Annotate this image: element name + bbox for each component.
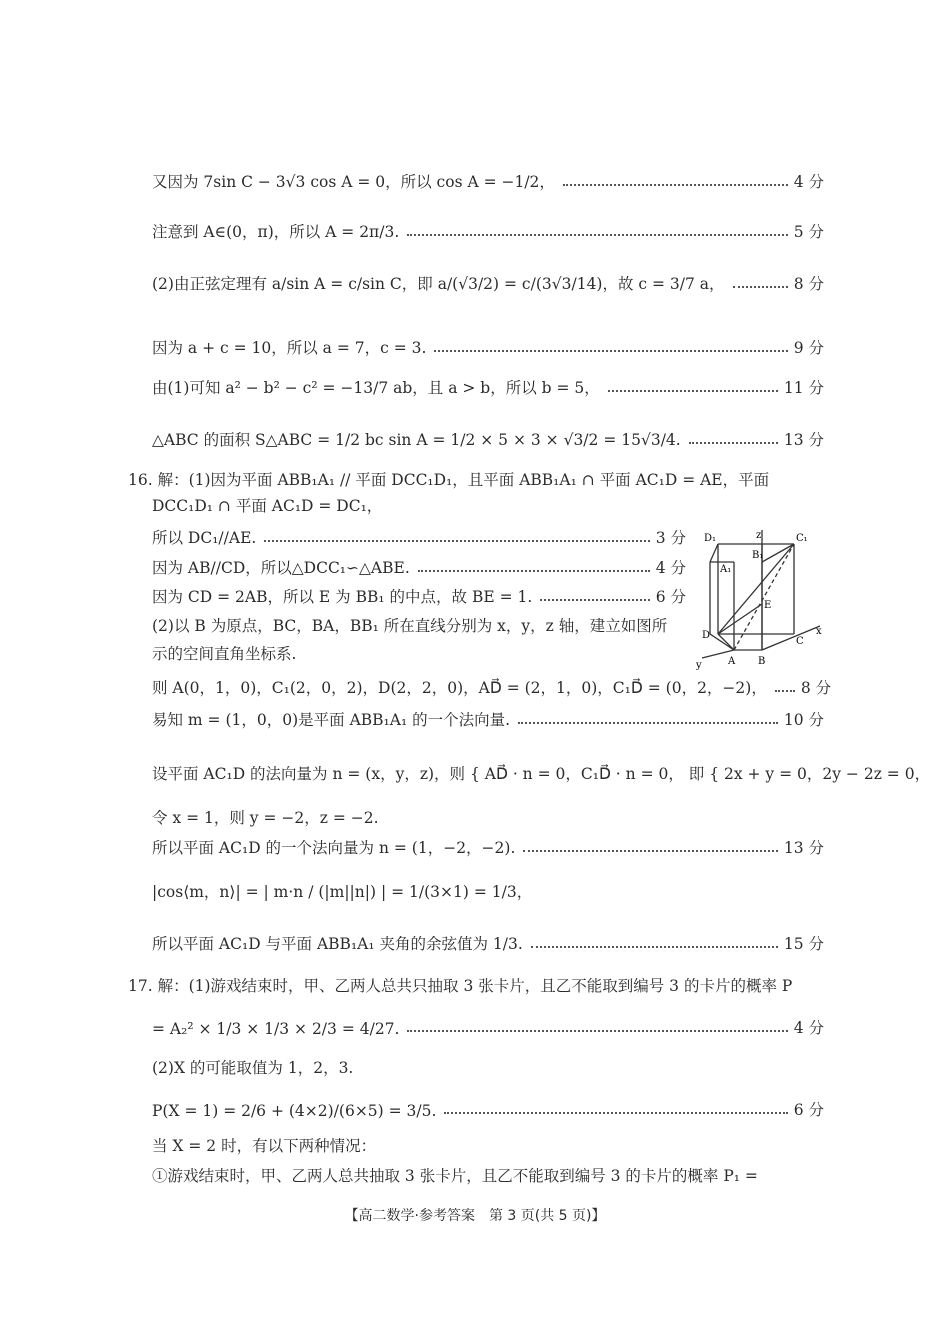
line-text: 所以平面 AC₁D 与平面 ABB₁A₁ 夹角的余弦值为 1/3. <box>152 935 523 953</box>
label-z: z <box>756 530 762 541</box>
line-text: 由(1)可知 a² − b² − c² = −13/7 ab，且 a > b，所以 b = 5， <box>152 379 600 397</box>
line-score-15 <box>152 1098 824 1120</box>
leader-dots <box>518 722 778 724</box>
problem-17-part2: (2)X 的可能取值为 1，2，3. <box>152 1059 354 1077</box>
leader-dots <box>540 599 649 601</box>
label-a: A <box>728 656 736 667</box>
label-y: y <box>696 660 702 671</box>
line-text: 易知 m = (1，0，0)是平面 ABB₁A₁ 的一个法向量. <box>152 711 511 729</box>
line-score-10 <box>152 676 832 698</box>
label-b: B <box>758 656 766 667</box>
score: 15 分 <box>783 935 824 953</box>
problem-16-line2: DCC₁D₁ ∩ 平面 AC₁D = DC₁， <box>152 497 383 515</box>
line-score-4 <box>152 336 824 358</box>
label-a1: A₁ <box>720 564 732 575</box>
case-x2-intro: 当 X = 2 时，有以下两种情况： <box>152 1137 377 1155</box>
line-score-2 <box>152 220 824 242</box>
score: 6 分 <box>655 588 686 606</box>
line-text: 因为 a + c = 10，所以 a = 7，c = 3. <box>152 339 427 357</box>
leader-dots <box>407 1030 787 1032</box>
line-score-1 <box>152 170 824 192</box>
score: 4 分 <box>655 559 686 577</box>
leader-dots <box>608 390 778 392</box>
line-score-3 <box>152 272 824 294</box>
score: 10 分 <box>783 711 824 729</box>
line-text: △ABC 的面积 S△ABC = 1/2 bc sin A = 1/2 × 5 × 3 × √3/2 = 15√3/4. <box>152 431 681 449</box>
leader-dots <box>418 570 650 572</box>
line-text: 则 A(0，1，0)，C₁(2，0，2)，D(2，2，0)，AD⃗ = (2，1，0)，C₁D⃗ = (0，2，−2)， <box>152 679 767 697</box>
leader-dots <box>523 850 777 852</box>
leader-dots <box>733 286 788 288</box>
score: 4 分 <box>793 173 824 191</box>
problem-16-part2-a: (2)以 B 为原点，BC，BA，BB₁ 所在直线分别为 x，y，z 轴，建立如图所 <box>152 617 668 635</box>
line-score-12 <box>152 836 824 858</box>
problem-16-heading: 16. 解：(1)因为平面 ABB₁A₁ // 平面 DCC₁D₁，且平面 ABB₁A₁ ∩ 平面 AC₁D = AE，平面 <box>128 471 770 489</box>
score: 6 分 <box>793 1101 824 1119</box>
line-score-8 <box>152 556 686 578</box>
line-text: 注意到 A∈(0，π)，所以 A = 2π/3. <box>152 223 400 241</box>
line-text: P(X = 1) = 2/6 + (4×2)/(6×5) = 3/5. <box>152 1102 437 1120</box>
line-text: 所以平面 AC₁D 的一个法向量为 n = (1，−2，−2). <box>152 839 516 857</box>
score: 8 分 <box>800 679 832 697</box>
leader-dots <box>563 184 788 186</box>
score: 4 分 <box>793 1019 824 1037</box>
label-x: x <box>816 626 822 637</box>
leader-dots <box>407 234 787 236</box>
line-score-6 <box>152 428 824 450</box>
leader-dots <box>264 540 649 542</box>
line-text: = A₂² × 1/3 × 1/3 × 2/3 = 4/27. <box>152 1020 400 1038</box>
score: 8 分 <box>793 275 824 293</box>
label-b1: B₁ <box>752 550 764 561</box>
line-text: (2)由正弦定理有 a/sin A = c/sin C，即 a/(√3/2) = c/(3√3/14)，故 c = 3/7 a， <box>152 275 725 293</box>
problem-16-part2-b: 示的空间直角坐标系. <box>152 645 297 663</box>
line-score-14 <box>152 1016 824 1038</box>
leader-dots <box>444 1112 787 1114</box>
score: 3 分 <box>655 529 686 547</box>
leader-dots <box>775 690 795 692</box>
line-score-11 <box>152 708 824 730</box>
label-d: D <box>702 630 711 641</box>
line-text: 因为 CD = 2AB，所以 E 为 BB₁ 的中点，故 BE = 1. <box>152 588 533 606</box>
score: 9 分 <box>793 339 824 357</box>
line-text: 又因为 7sin C − 3√3 cos A = 0，所以 cos A = −1/2， <box>152 173 555 191</box>
line-score-7 <box>152 526 686 548</box>
line-score-13 <box>152 932 824 954</box>
score: 5 分 <box>793 223 824 241</box>
leader-dots <box>531 946 778 948</box>
case-x2-item1: ①游戏结束时，甲、乙两人总共抽取 3 张卡片，且乙不能取到编号 3 的卡片的概率 P₁ = <box>152 1167 758 1185</box>
page-footer: 【高二数学·参考答案 第 3 页(共 5 页)】 <box>344 1208 606 1224</box>
score: 13 分 <box>783 839 824 857</box>
leader-dots <box>689 442 778 444</box>
line-score-5 <box>152 376 824 398</box>
label-c1: C₁ <box>796 533 808 544</box>
prism-figure <box>696 528 826 673</box>
score: 11 分 <box>783 379 824 397</box>
problem-17-heading: 17. 解：(1)游戏结束时，甲、乙两人总共只抽取 3 张卡片，且乙不能取到编号 3 的卡片的概率 P <box>128 977 793 995</box>
line-text: 因为 AB//CD，所以△DCC₁∽△ABE. <box>152 559 410 577</box>
score: 13 分 <box>783 431 824 449</box>
line-text: 所以 DC₁//AE. <box>152 529 257 547</box>
line-score-9 <box>152 585 686 607</box>
set-x-line: 令 x = 1，则 y = −2，z = −2. <box>152 809 379 827</box>
label-e: E <box>764 600 772 611</box>
label-c: C <box>796 636 804 647</box>
label-d1: D₁ <box>704 533 717 544</box>
cosine-line: |cos⟨m，n⟩| = | m·n / (|m||n|) | = 1/(3×1) = 1/3， <box>152 883 533 901</box>
leader-dots <box>434 350 787 352</box>
normal-vector-system: 设平面 AC₁D 的法向量为 n = (x，y，z)，则 { AD⃗ · n = 0，C₁D⃗ · n = 0， 即 { 2x + y = 0，2y − 2z = 0， <box>152 765 931 783</box>
